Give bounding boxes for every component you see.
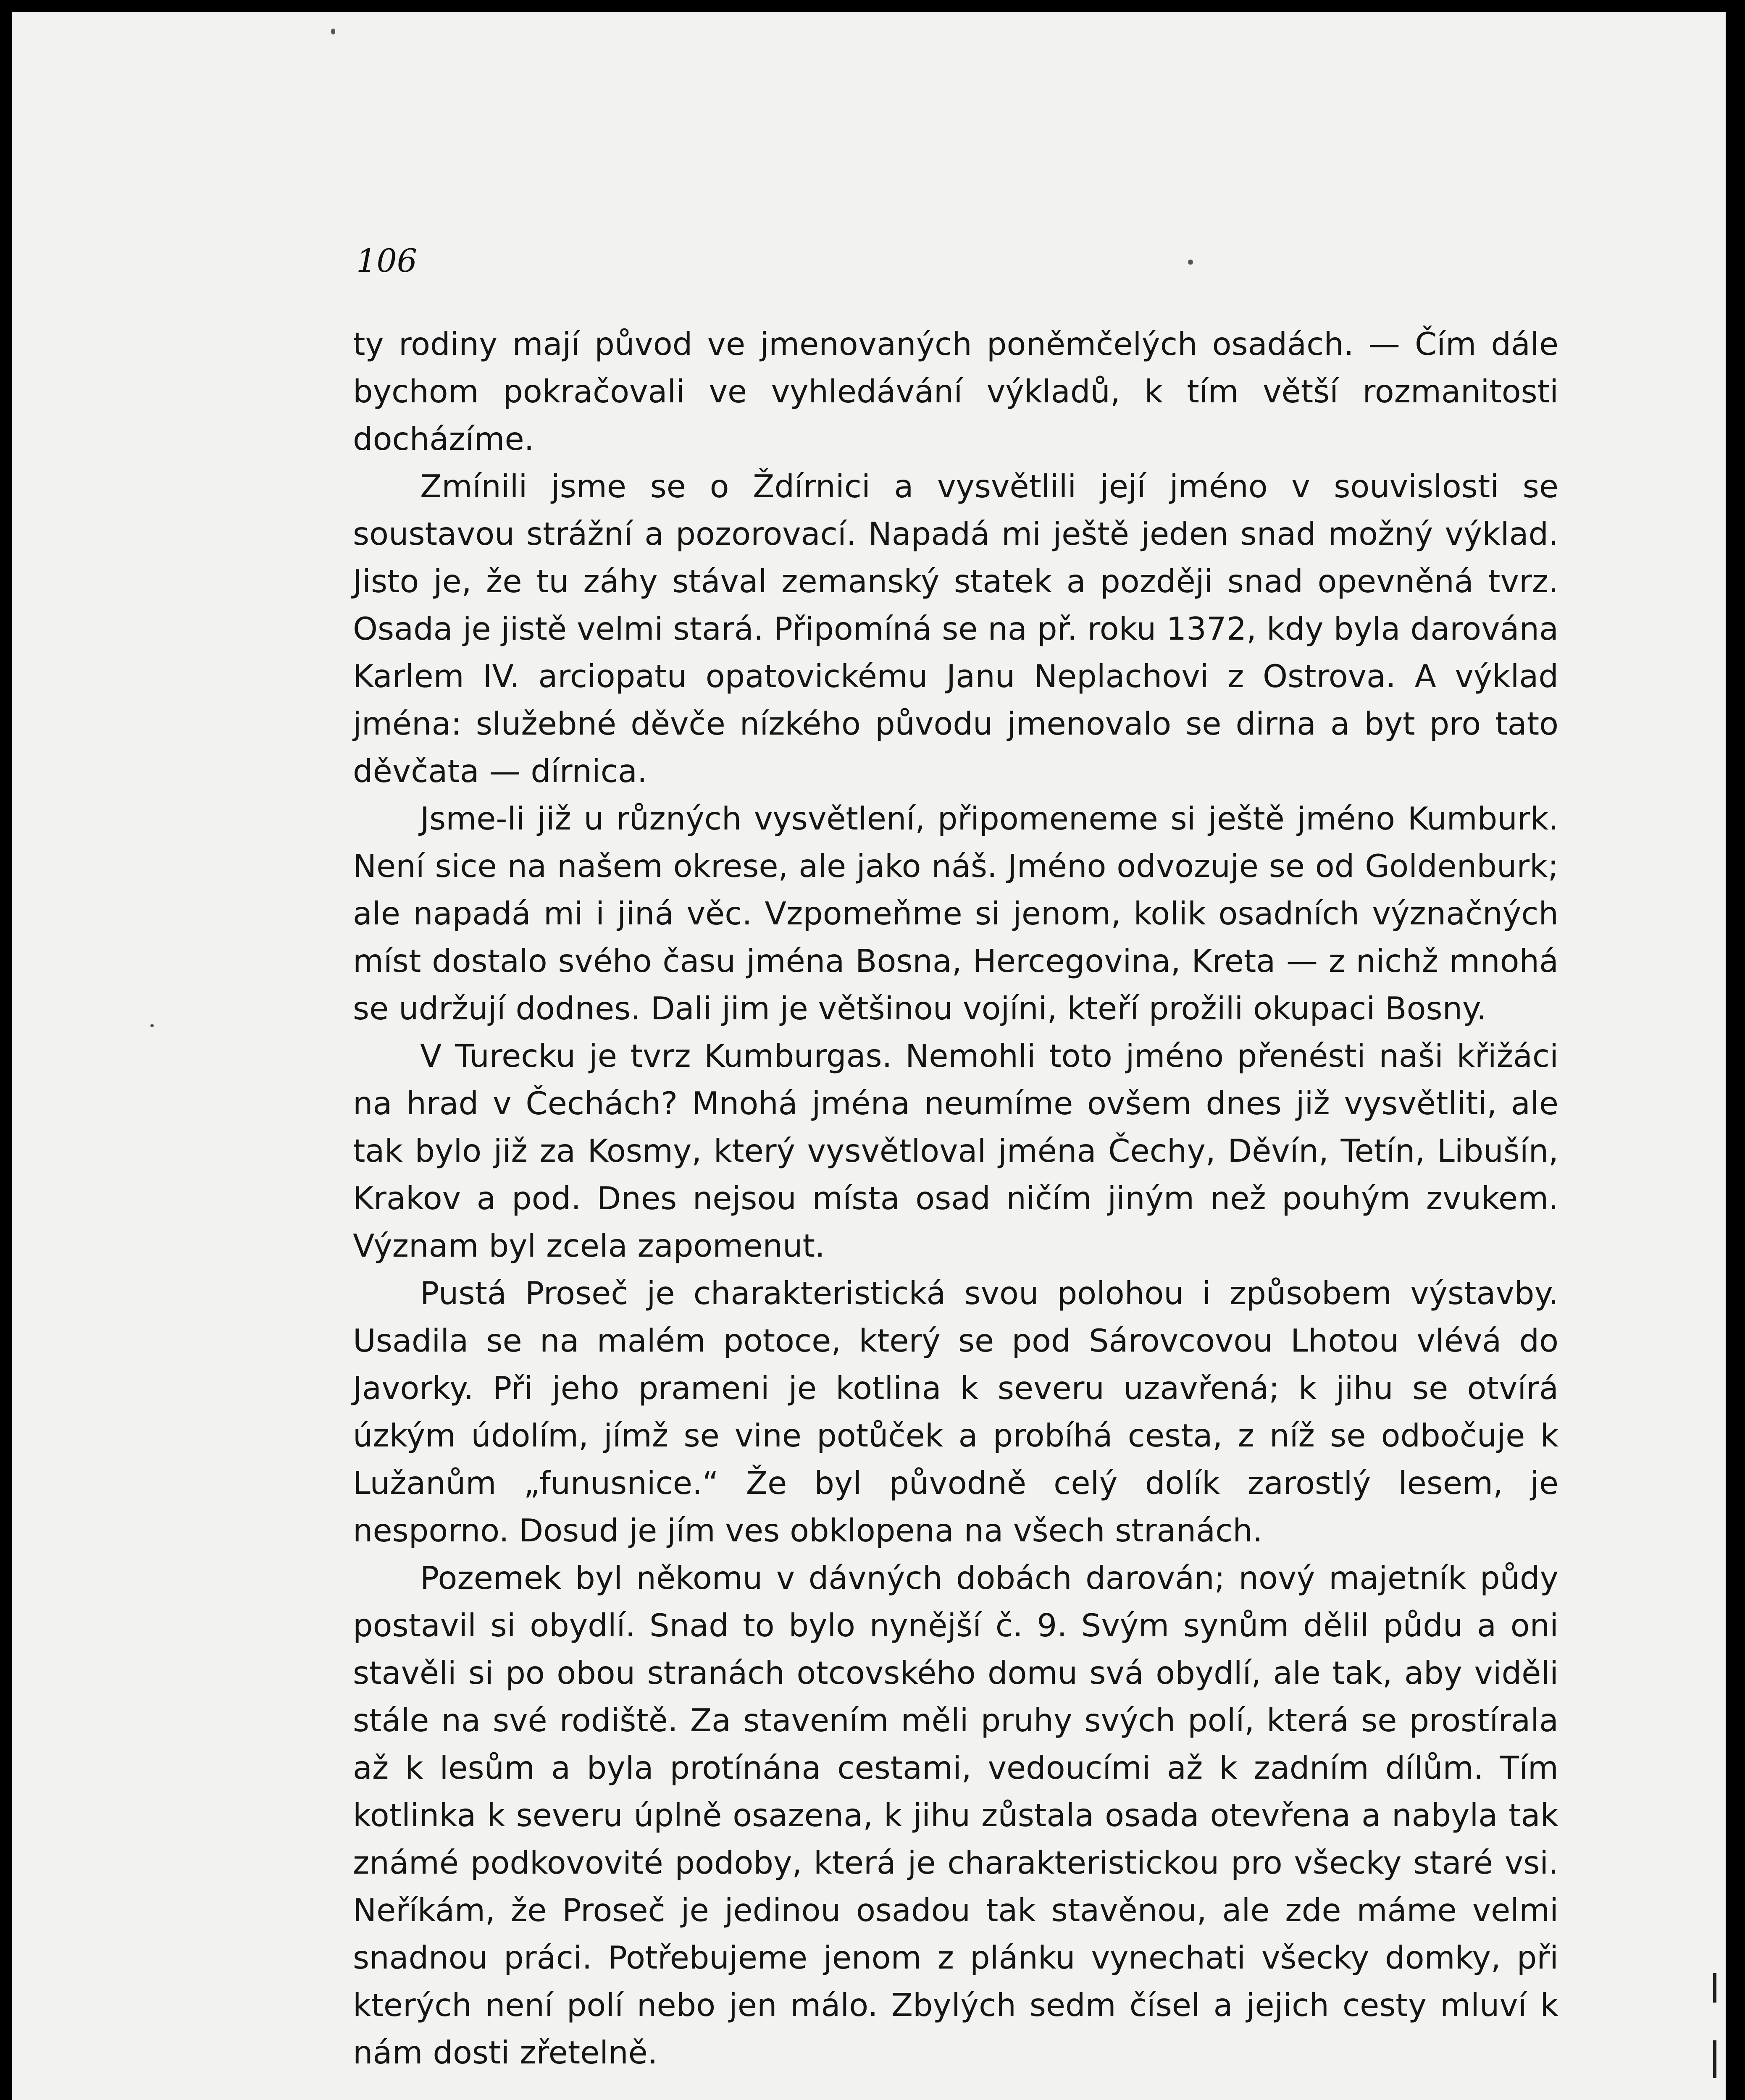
paragraph-5: Pustá Proseč je charakteristická svou polohou i způsobem výstavby. Usadila se na malém potoce, který se pod Sárovcovou Lhotou vlévá do Javorky. Při jeho prameni je kotlina k severu uzavřená; k jihu se otvírá úzkým údolím, jímž se vine potůček a probíhá cesta, z níž se odbočuje k Lužanům „funusnice.“ Že byl původně celý dolík zarostlý lesem, je nesporno. Dosud je jím ves obklopena na všech stranách. xyxy=(353,1275,1558,1549)
body-text xyxy=(353,320,1558,2076)
paragraph-2: Zmínili jsme se o Ždírnici a vysvětlili její jméno v souvislosti se soustavou strážní a pozorovací. Napadá mi ještě jeden snad možný výklad. Jisto je, že tu záhy stával zemanský statek a později snad opevněná tvrz. Osada je jistě velmi stará. Připomíná se na př. roku 1372, kdy byla darována Karlem IV. arciopatu opatovickému Janu Neplachovi z Ostrova. A výklad jména: služebné děvče nízkého původu jmenovalo se dirna a byt pro tato děvčata — dírnica. xyxy=(353,468,1558,790)
scan-edge-mark xyxy=(1713,2040,1716,2078)
scan-speck xyxy=(150,1024,154,1027)
scan-speck xyxy=(331,29,335,34)
page-number: 106 xyxy=(356,242,418,279)
paragraph-4: V Turecku je tvrz Kumburgas. Nemohli toto jméno přenésti naši křižáci na hrad v Čechách? Mnohá jména neumíme ovšem dnes již vysvětliti, ale tak bylo již za Kosmy, který vysvětloval jména Čechy, Děvín, Tetín, Libušín, Krakov a pod. Dnes nejsou místa osad ničím jiným než pouhým zvukem. Význam byl zcela zapomenut. xyxy=(353,1037,1558,1264)
paragraph-3: Jsme-li již u různých vysvětlení, připomeneme si ještě jméno Kumburk. Není sice na našem okrese, ale jako náš. Jméno odvozuje se od Goldenburk; ale napadá mi i jiná věc. Vzpomeňme si jenom, kolik osadních význačných míst dostalo svého času jména Bosna, Hercegovina, Kreta — z nichž mnohá se udržují dodnes. Dali jim je většinou vojíni, kteří prožili okupaci Bosny. xyxy=(353,800,1558,1027)
scanned-page xyxy=(12,12,1726,2100)
scan-speck xyxy=(1188,260,1193,265)
scan-edge-mark xyxy=(1713,1973,1716,2003)
paragraph-1: ty rodiny mají původ ve jmenovaných poněmčelých osadách. — Čím dále bychom pokračovali ve vyhledávání výkladů, k tím větší rozmanitosti docházíme. xyxy=(353,326,1558,457)
paragraph-6: Pozemek byl někomu v dávných dobách darován; nový majetník půdy postavil si obydlí. Snad to bylo nynější č. 9. Svým synům dělil půdu a oni stavěli si po obou stranách otcovského domu svá obydlí, ale tak, aby viděli stále na své rodiště. Za stavením měli pruhy svých polí, která se prostírala až k lesům a byla protínána cestami, vedoucími až k zadním dílům. Tím kotlinka k severu úplně osazena, k jihu zůstala osada otevřena a nabyla tak známé podkovovité podoby, která je charakteristickou pro všecky staré vsi. Neříkám, že Proseč je jedinou osadou tak stavěnou, ale zde máme velmi snadnou práci. Potřebujeme jenom z plánku vynechati všecky domky, při kterých není polí nebo jen málo. Zbylých sedm čísel a jejich cesty mluví k nám dosti zřetelně. xyxy=(353,1559,1558,2071)
